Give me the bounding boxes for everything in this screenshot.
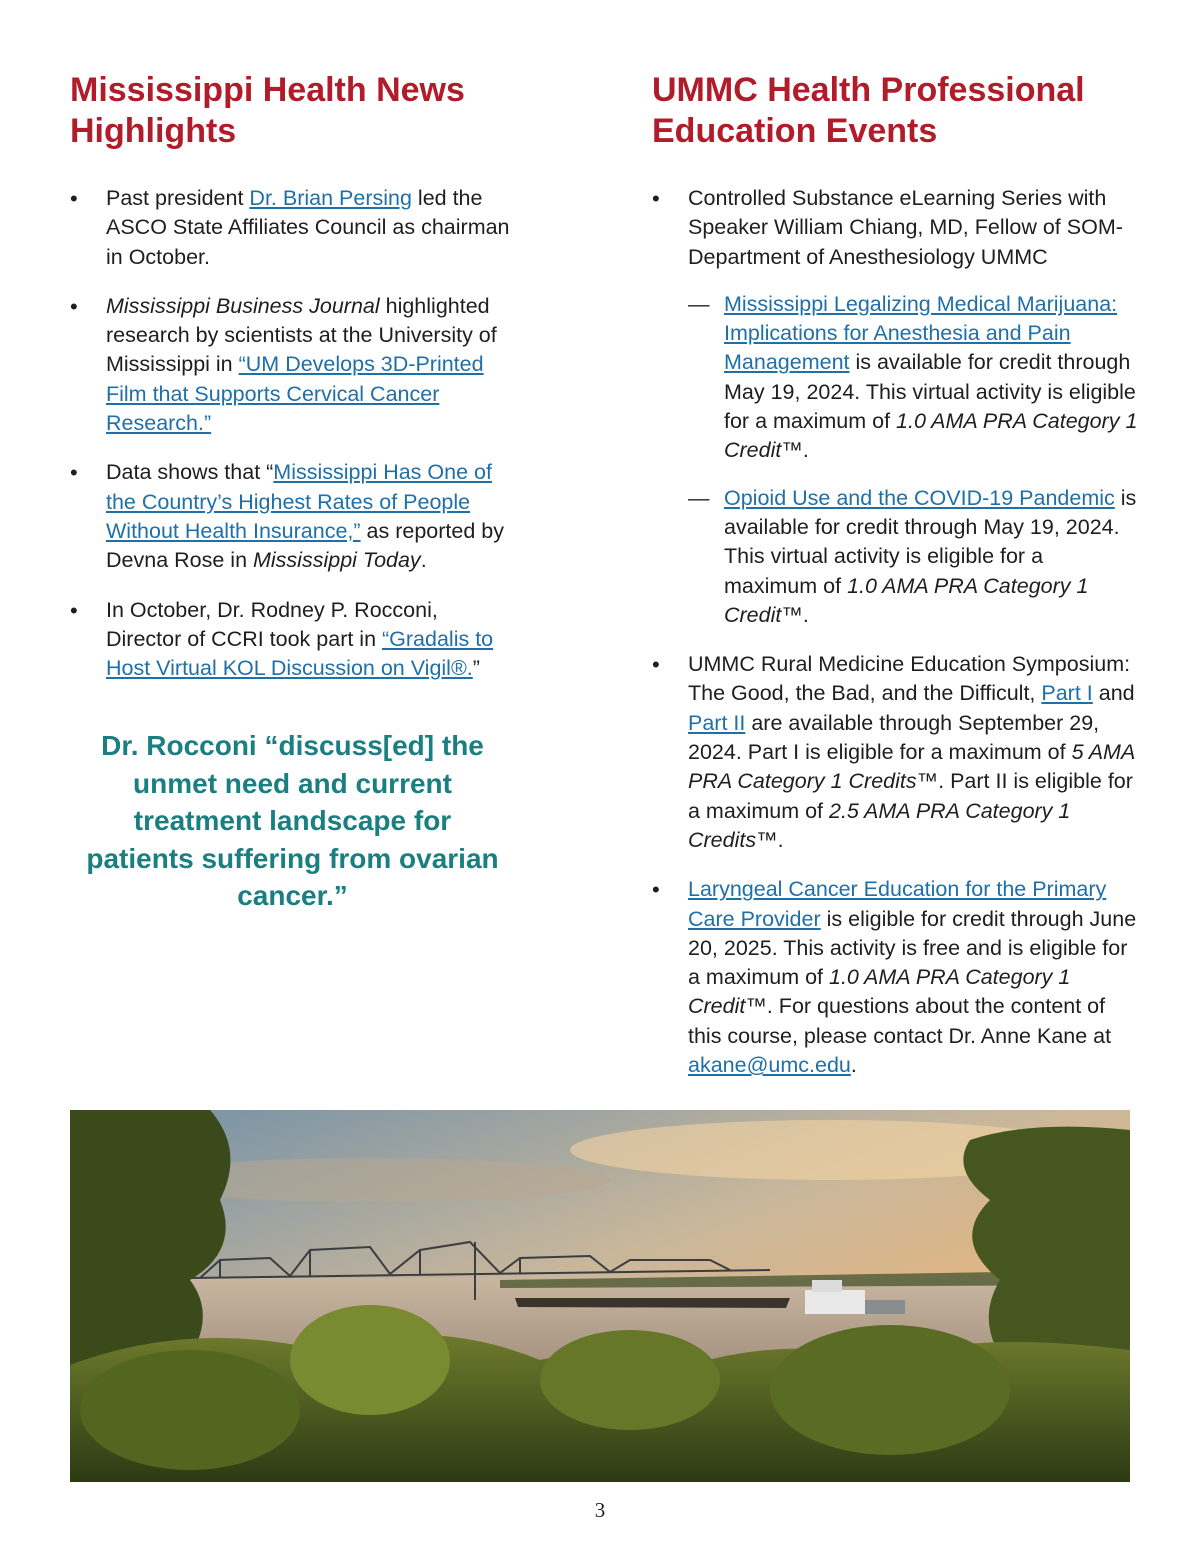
italic-text: 2.5 AMA PRA Category 1 Credits — [688, 798, 1071, 852]
news-list — [70, 184, 515, 683]
italic-text: Mississippi Today — [253, 548, 421, 573]
italic-text: Mississippi Business Journal — [106, 293, 380, 318]
bullet-item — [70, 184, 515, 272]
inline-link[interactable]: Mississippi Has One of the Country’s Highest Rates of People Without Health Insurance,” — [106, 460, 492, 543]
sub-list — [688, 290, 1142, 630]
events-list — [652, 184, 1142, 1080]
text-segment: Past president — [106, 186, 250, 210]
text-segment: is eligible for credit through June 20, 2025. This activity is free and is eligible for a maximum of — [688, 906, 1137, 990]
text-segment: Controlled Substance eLearning Series with Speaker William Chiang, MD, Fellow of SOM-Department of Anesthesiology UMMC — [688, 186, 1123, 269]
sub-item — [688, 290, 1142, 466]
text-segment: are available through September 29, 2024. Part I is eligible for a maximum of — [688, 710, 1100, 765]
inline-link[interactable]: Opioid Use and the COVID-19 Pandemic — [724, 485, 1115, 510]
river-bridge-photo — [70, 1110, 1130, 1482]
news-highlights-title: Mississippi Health News Highlights — [70, 71, 465, 150]
bullet-item — [70, 596, 515, 684]
inline-link[interactable]: “Gradalis to Host Virtual KOL Discussion on Vigil®. — [106, 626, 494, 681]
page-number: 3 — [594, 1498, 606, 1522]
text-segment: is available for credit through May 19, 2024. This virtual activity is eligible for a maximum of — [724, 350, 1136, 434]
bullet-item — [652, 184, 1142, 630]
inline-link[interactable]: Part II — [688, 710, 746, 735]
river-bridge-sunset-icon — [70, 1110, 1130, 1482]
text-segment: ” — [472, 656, 480, 681]
text-segment: In October, Dr. Rodney P. Rocconi, Director of CCRI took part in — [106, 597, 438, 651]
text-segment: ™. — [756, 827, 784, 852]
bullet-item — [652, 650, 1142, 855]
text-segment: is available for credit through May 19, 2024. This virtual activity is eligible for a maximum of — [724, 485, 1137, 598]
text-segment: Data shows that “ — [106, 460, 274, 485]
text-segment: and — [1092, 681, 1135, 706]
italic-text: 1.0 AMA PRA Category 1 Credit — [688, 965, 1071, 1019]
text-segment: . — [420, 548, 427, 573]
text-segment: as reported by Devna Rose in — [106, 518, 504, 573]
education-events-title: UMMC Health Professional Education Events — [652, 71, 1085, 150]
text-segment: led the ASCO State Affiliates Council as chairman in October. — [106, 186, 510, 269]
pull-quote: Dr. Rocconi “discuss[ed] the unmet need and current treatment landscape for patients suffering from ovarian cancer.” — [86, 730, 499, 912]
bullet-item — [70, 458, 515, 575]
inline-link[interactable]: Part I — [1041, 681, 1093, 706]
text-segment: ™. Part II is eligible for a maximum of — [688, 769, 1133, 823]
italic-text: 1.0 AMA PRA Category 1 Credit — [724, 409, 1138, 463]
text-segment: . — [850, 1053, 857, 1078]
inline-link[interactable]: akane@umc.edu — [688, 1053, 851, 1078]
text-segment: highlighted research by scientists at the University of Mississippi in — [106, 293, 497, 377]
inline-link[interactable]: Dr. Brian Persing — [249, 186, 412, 210]
text-segment: ™. — [781, 602, 809, 627]
bullet-item — [652, 875, 1142, 1080]
text-segment: UMMC Rural Medicine Education Symposium: The Good, the Bad, and the Difficult, — [688, 652, 1131, 706]
inline-link[interactable]: Laryngeal Cancer Education for the Primary Care Provider — [688, 877, 1107, 931]
bullet-item — [70, 292, 515, 438]
right-column — [652, 70, 1142, 1100]
inline-link[interactable]: Mississippi Legalizing Medical Marijuana: Implications for Anesthesia and Pain Management — [724, 291, 1118, 375]
text-segment: ™. — [781, 438, 809, 463]
inline-link[interactable]: “UM Develops 3D-Printed Film that Supports Cervical Cancer Research.” — [106, 352, 484, 436]
text-segment: ™. For questions about the content of this course, please contact Dr. Anne Kane at — [688, 994, 1112, 1048]
left-column — [70, 70, 515, 915]
italic-text: 1.0 AMA PRA Category 1 Credit — [724, 573, 1089, 627]
italic-text: 5 AMA PRA Category 1 Credits — [688, 740, 1135, 794]
sub-item — [688, 484, 1142, 630]
